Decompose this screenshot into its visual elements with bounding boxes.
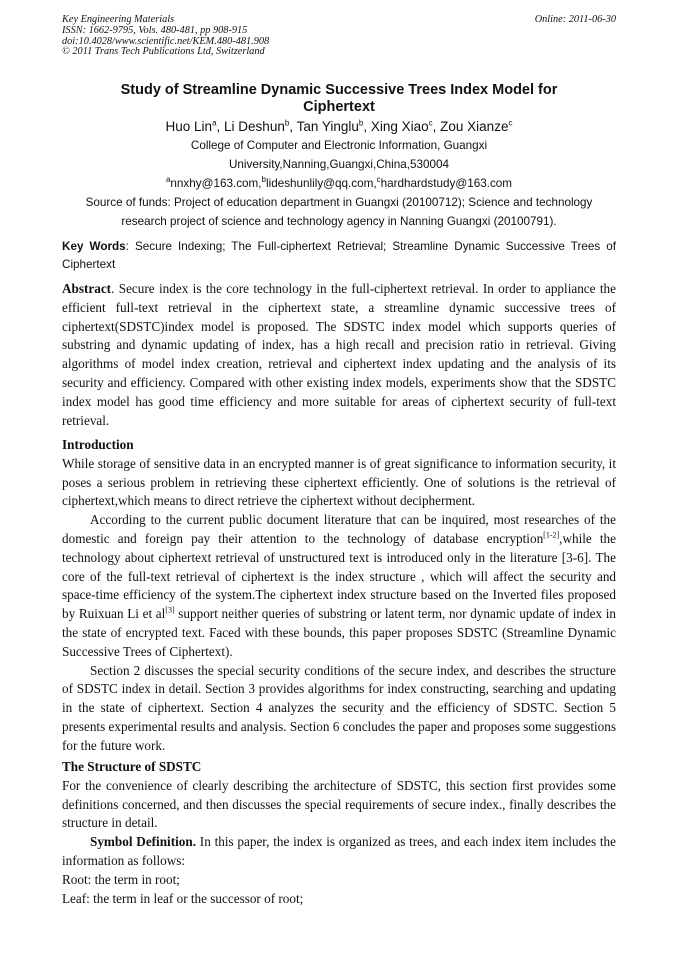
author: Xing Xiao$^c$, [370, 118, 441, 134]
introduction-heading: Introduction [62, 437, 134, 452]
structure-paragraph-1: For the convenience of clearly describing the architecture of SDSTC, this section first provides some definitions concerned, and then discusses the special requirements of secure index., finally describes the structure in detail. [62, 777, 616, 831]
introduction-paragraph-2: According to the current public document literature that can be inquired, most researches of the domestic and foreign pay their attention to the technology of database encryption[1-2],while the technology about ciphertext retrieval of unstructured text is introduced only in the literature [3-6]. The core of the full-text retrieval of ciphertext is the index structure , which will affect the security and space-time efficiency of the system.The ciphertext index structure based on the Inverted files proposed by Ruixuan Li et al[3] support neither queries of substring or latent term, nor dynamic update of index in the state of encrypted text. Faced with these bounds, this paper proposes SDSTC (Streamline Dynamic Successive Trees of Ciphertext). [62, 512, 616, 659]
citation-ref[interactable]: [3] [165, 605, 175, 615]
funding-line-1: Source of funds: Project of education department in Guangxi (20100712); Science and technology [85, 196, 593, 209]
issn-line: ISSN: 1662-9795, Vols. 480-481, pp 908-915 [62, 24, 248, 36]
abstract-text: . Secure index is the core technology in the full-ciphertext retrieval. In order to appliance the efficient full-text retrieval in the ciphertext state, a streamline dynamic successive trees of ciphertext(SDSTC)index model is proposed. The SDSTC index model which supports queries of substring and dynamic updating of index, has a high recall and precision ratio in retrieval. Giving algorithms of model index creation, retrieval and ciphertext index updating and the analysis of its security and efficiency. Compared with other existing index models, experiments show that the SDSTC index model has good time efficiency and more suitable for areas of ciphertext security of full-text retrieval. [62, 281, 616, 428]
keywords-block [62, 238, 616, 274]
journal-header [62, 15, 616, 58]
root-definition: Root: the term in root; [62, 871, 180, 887]
author: Zou Xianze$^c$ [440, 118, 513, 134]
email-list [62, 174, 616, 193]
abstract-block [62, 280, 616, 430]
symbol-definition-label: Symbol Definition. [90, 834, 197, 850]
introduction-paragraph-3: Section 2 discusses the special security conditions of the secure index, and describes the structure of SDSTC index in detail. Section 3 provides algorithms for index constructing, searching and updating in the state of ciphertext. Section 4 analyzes the security and the efficiency of SDSTC. Section 5 presents experimental results and analysis. Section 6 concludes the paper and proposes some suggestions for the future work. [62, 662, 616, 753]
symbol-definition-paragraph: Symbol Definition. In this paper, the index is organized as trees, and each index item includes the information as follows: [62, 834, 617, 868]
email-link[interactable]: $^a$nnxhy@163.com, [165, 175, 262, 190]
structure-section [62, 758, 616, 908]
author: Li Deshun$^b$, [224, 118, 297, 134]
author: Huo Lin$^a$, [165, 118, 225, 134]
keywords-label: Key Words [62, 240, 126, 253]
abstract-label: Abstract [62, 281, 112, 296]
title-line-2: Ciphertext [303, 99, 375, 115]
leaf-definition: Leaf: the term in leaf or the successor of root; [62, 890, 304, 906]
journal-name: Key Engineering Materials [62, 14, 175, 25]
introduction-paragraph-1: While storage of sensitive data in an encrypted manner is of great significance to information security, it poses a serious problem in retrieving these ciphertext efficiently. One of solutions is the retrieval of ciphertext,which means to direct retrieve the ciphertext without decipherment. [62, 455, 616, 509]
introduction-section [62, 436, 616, 756]
funding-line-2: research project of science and technology agency in Nanning Guangxi (20100791). [121, 215, 557, 228]
author: Tan Yinglu$^b$, [296, 118, 371, 134]
affiliation-line-1: College of Computer and Electronic Information, Guangxi [190, 139, 488, 152]
funding-note [62, 193, 616, 231]
paper-title [62, 82, 616, 116]
email-link[interactable]: $^c$hardhardstudy@163.com [376, 175, 513, 190]
title-line-1: Study of Streamline Dynamic Successive Trees Index Model for [120, 82, 558, 98]
email-link[interactable]: $^b$lideshunlily@qq.com, [261, 175, 377, 190]
structure-heading: The Structure of SDSTC [62, 759, 202, 774]
copyright-line: © 2011 Trans Tech Publications Ltd, Switzerland [62, 46, 265, 58]
author-list [62, 118, 616, 135]
affiliation-line-2: University,Nanning,Guangxi,China,530004 [228, 158, 450, 171]
keywords-text: : Secure Indexing; The Full-ciphertext Retrieval; Streamline Dynamic Successive Trees of Ciphertext [62, 240, 616, 271]
citation-ref[interactable]: [1-2] [543, 530, 560, 540]
doi-line: doi:10.4028/www.scientific.net/KEM.480-481.908 [62, 35, 270, 47]
online-date: Online: 2011-06-30 [534, 14, 616, 25]
